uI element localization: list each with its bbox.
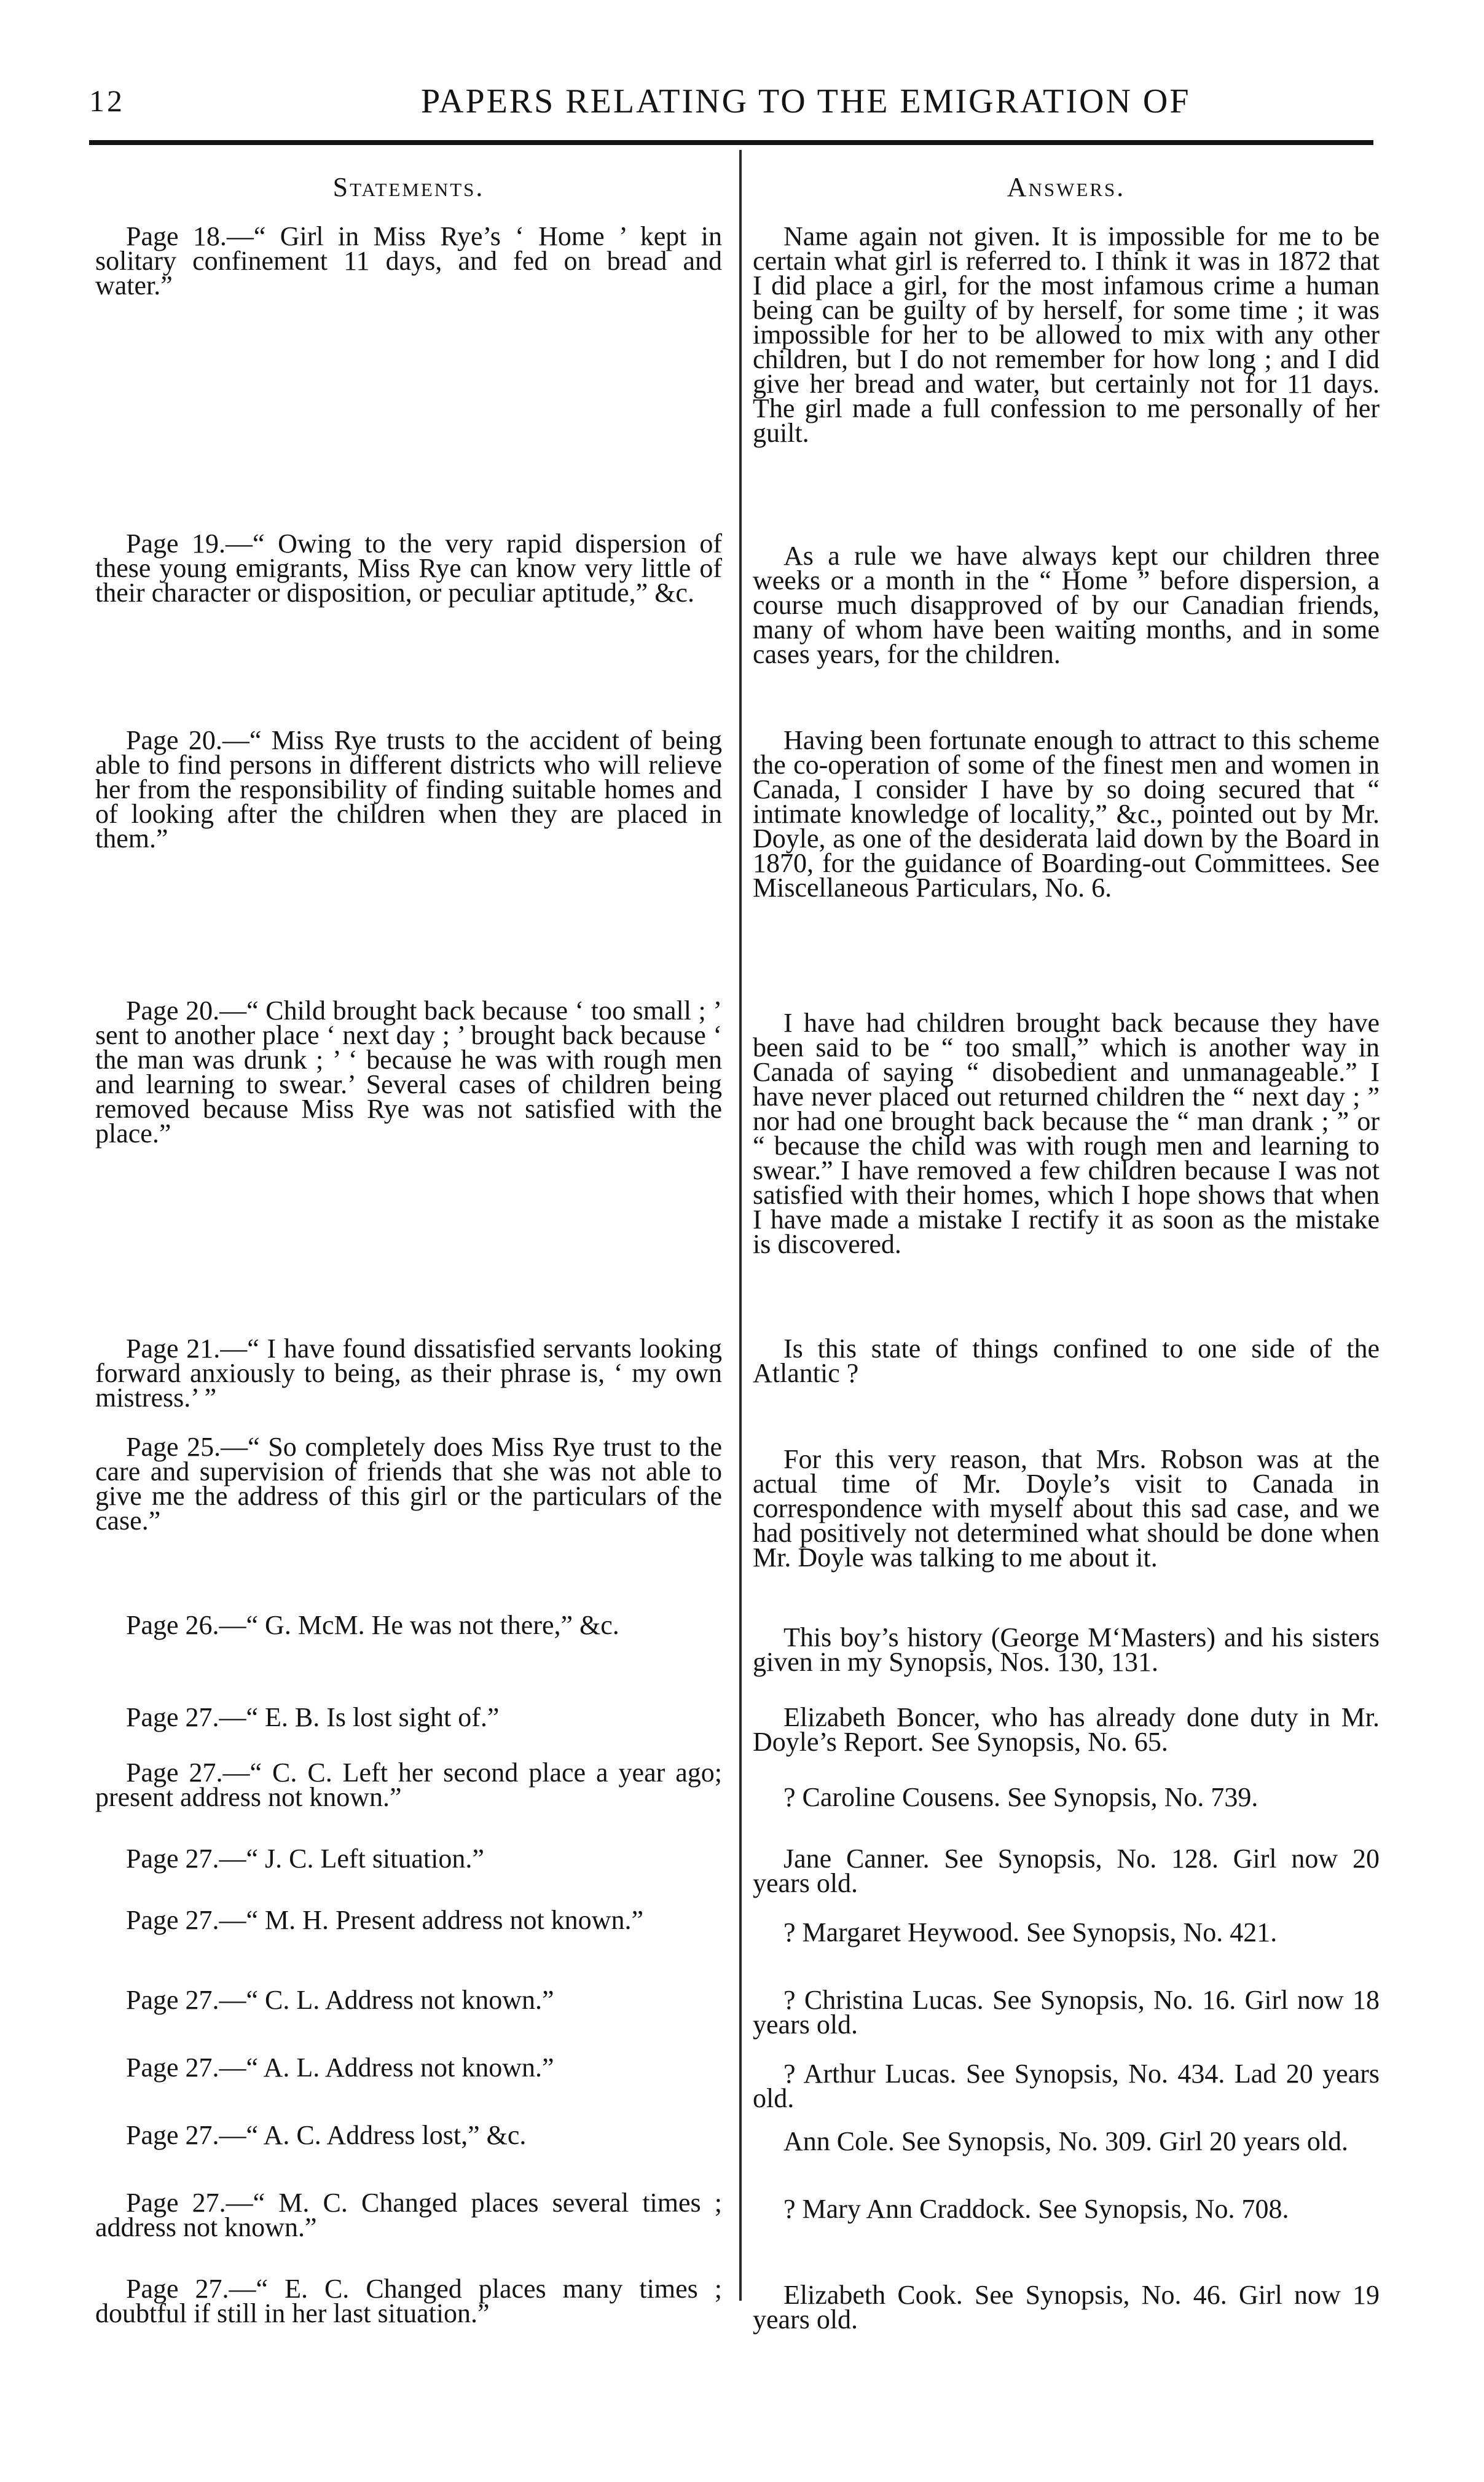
- column-divider: [739, 150, 742, 2301]
- statement-entry: Page 27.—“ E. B. Is lost sight of.”: [126, 1702, 500, 1732]
- answer-entry: This boy’s history (George M‘Masters) and his sisters given in my Synopsis, Nos. 130, 131.: [753, 1622, 1380, 1677]
- answer-entry: Elizabeth Cook. See Synopsis, No. 46. Girl now 19 years old.: [753, 2280, 1380, 2335]
- statement-entry: Page 21.—“ I have found dissatisfied servants looking forward anxiously to being, as their phrase is, ‘ my own mistress.’ ”: [95, 1333, 722, 1413]
- statement-entry: Page 27.—“ E. C. Changed places many times ; doubtful if still in her last situation.”: [95, 2274, 722, 2328]
- answer-entry: ? Caroline Cousens. See Synopsis, No. 739.: [783, 1782, 1258, 1812]
- answer-entry: ? Christina Lucas. See Synopsis, No. 16. Girl now 18 years old.: [753, 1985, 1380, 2040]
- answer-entry: Is this state of things confined to one side of the Atlantic ?: [753, 1333, 1380, 1388]
- answer-entry: Having been fortunate enough to attract to this scheme the co-operation of some of the finest men and women in Canada, I consider I have by so doing secured that “ intimate knowledge of locality,” &c., pointed out by Mr. Doyle, as one of the desiderata laid down by the Board in 1870, for the guidance of Boarding-out Committees. See Miscellaneous Particulars, No. 6.: [753, 725, 1380, 903]
- statement-entry: Page 27.—“ A. L. Address not known.”: [126, 2052, 554, 2083]
- statement-entry: Page 27.—“ C. L. Address not known.”: [126, 1985, 554, 2015]
- statement-entry: Page 19.—“ Owing to the very rapid dispersion of these young emigrants, Miss Rye can know very little of their character or disposition, or peculiar aptitude,” &c.: [95, 528, 722, 608]
- header-rule: [89, 140, 1373, 145]
- answer-entry: ? Margaret Heywood. See Synopsis, No. 421.: [783, 1917, 1278, 1947]
- page-number: 12: [89, 84, 125, 118]
- answers-column: [753, 172, 1380, 2335]
- answer-entry: Jane Canner. See Synopsis, No. 128. Girl now 20 years old.: [753, 1844, 1380, 1898]
- statements-column: [95, 172, 722, 2328]
- statement-entry: Page 26.—“ G. McM. He was not there,” &c.: [126, 1610, 619, 1640]
- statement-entry: Page 20.—“ Child brought back because ‘ too small ; ’ sent to another place ‘ next day ; ’ brought back because ‘ the man was drunk ; ’ ‘ because he was with rough men and learning to swear.’ Several cases of children being removed because Miss Rye was not satisfied with the place.”: [95, 996, 722, 1149]
- statement-entry: Page 18.—“ Girl in Miss Rye’s ‘ Home ’ kept in solitary confinement 11 days, and fed on bread and water.”: [95, 221, 722, 300]
- statement-entry: Page 27.—“ M. H. Present address not known.”: [126, 1905, 643, 1935]
- answer-entry: For this very reason, that Mrs. Robson was at the actual time of Mr. Doyle’s visit to Canada in correspondence with myself about this sad case, and we had positively not determined what should be done when Mr. Doyle was talking to me about it.: [753, 1444, 1380, 1573]
- statement-entry: Page 20.—“ Miss Rye trusts to the accident of being able to find persons in different districts who will relieve her from the responsibility of finding suitable homes and of looking after the children when they are placed in them.”: [95, 725, 722, 854]
- statement-entry: Page 27.—“ C. C. Left her second place a year ago; present address not known.”: [95, 1757, 722, 1812]
- page-header: [89, 77, 1395, 126]
- statement-entry: Page 27.—“ A. C. Address lost,” &c.: [126, 2120, 527, 2150]
- statement-entry: Page 25.—“ So completely does Miss Rye trust to the care and supervision of friends that she was not able to give me the address of this girl or the particulars of the case.”: [95, 1432, 722, 1536]
- statement-entry: Page 27.—“ M. C. Changed places several times ; address not known.”: [95, 2188, 722, 2242]
- answer-entry: Ann Cole. See Synopsis, No. 309. Girl 20 years old.: [783, 2126, 1349, 2156]
- answer-entry: ? Mary Ann Craddock. See Synopsis, No. 708.: [783, 2194, 1289, 2224]
- answer-entry: ? Arthur Lucas. See Synopsis, No. 434. Lad 20 years old.: [753, 2059, 1380, 2113]
- answer-entry: Name again not given. It is impossible for me to be certain what girl is referred to. I think it was in 1872 that I did place a girl, for the most infamous crime a human being can be guilty of by herself, for some time ; it was impossible for her to be allowed to mix with any other children, but I do not remember for how long ; and I did give her bread and water, but certainly not for 11 days. The girl made a full confession to me personally of her guilt.: [753, 221, 1380, 448]
- answer-entry: I have had children brought back because they have been said to be “ too small,” which is another way in Canada of saying “ disobedient and unmanageable.” I have never placed out returned children the “ next day ; ” nor had one brought back because the “ man drank ; ” or “ because the child was with rough men and learning to swear.” I have removed a few children because I was not satisfied with their homes, which I hope shows that when I have made a mistake I rectify it as soon as the mistake is discovered.: [753, 1008, 1380, 1259]
- answers-heading: Answers.: [1007, 172, 1126, 202]
- answer-entry: As a rule we have always kept our children three weeks or a month in the “ Home ” before dispersion, a course much disapproved of by our Canadian friends, many of whom have been waiting months, and in some cases years, for the children.: [753, 541, 1380, 669]
- answer-entry: Elizabeth Boncer, who has already done duty in Mr. Doyle’s Report. See Synopsis, No. 65.: [753, 1702, 1380, 1757]
- statements-heading: Statements.: [332, 172, 485, 202]
- statement-entry: Page 27.—“ J. C. Left situation.”: [126, 1844, 484, 1874]
- running-title: PAPERS RELATING TO THE EMIGRATION OF: [421, 82, 1191, 120]
